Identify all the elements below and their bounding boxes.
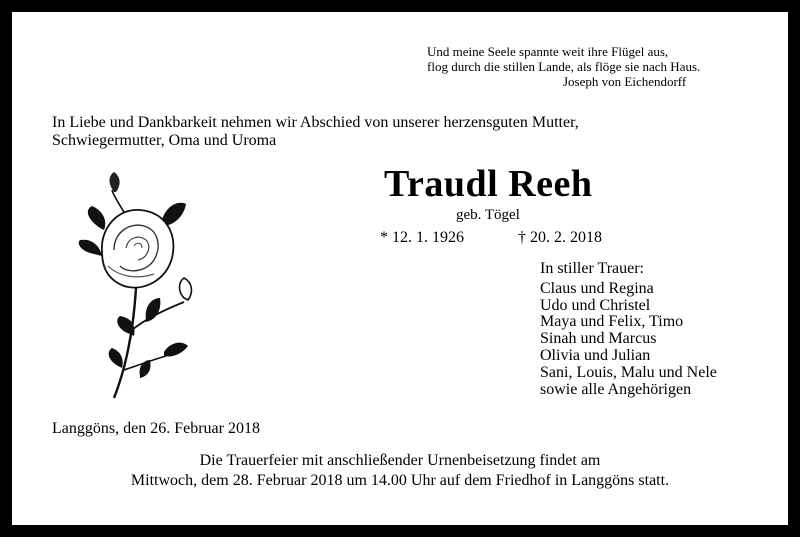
ceremony-line-1: Die Trauerfeier mit anschließender Urnenbeisetzung findet am <box>199 452 601 469</box>
list-item: Sani, Louis, Malu und Nele <box>540 363 717 381</box>
ceremony-info <box>12 451 788 491</box>
deceased-name: Traudl Reeh <box>384 163 593 205</box>
poem-quote <box>427 44 757 89</box>
poem-author: Joseph von Eichendorff <box>563 74 687 89</box>
list-item: Maya und Felix, Timo <box>540 313 684 331</box>
poem-line-1: Und meine Seele spannte weit ihre Flügel aus, <box>427 44 669 59</box>
list-item: sowie alle Angehörigen <box>540 380 692 398</box>
list-item: Claus und Regina <box>540 279 654 297</box>
list-item: Sinah und Marcus <box>540 330 657 348</box>
birth-date: * 12. 1. 1926 <box>380 229 464 246</box>
intro-line-2: Schwiegermutter, Oma und Uroma <box>52 132 277 149</box>
intro-text <box>52 114 752 150</box>
list-item: Olivia und Julian <box>540 346 651 364</box>
death-date: † 20. 2. 2018 <box>518 229 602 246</box>
list-item: Udo und Christel <box>540 296 651 314</box>
mourners-list <box>540 261 717 398</box>
birth-name: geb. Tögel <box>456 207 520 223</box>
intro-line-1: In Liebe und Dankbarkeit nehmen wir Abschied von unserer herzensguten Mutter, <box>52 114 579 131</box>
mourners-heading: In stiller Trauer: <box>540 260 644 277</box>
place-date: Langgöns, den 26. Februar 2018 <box>52 420 260 437</box>
rose-icon <box>74 170 204 400</box>
obituary-notice <box>12 12 788 525</box>
poem-line-2: flog durch die stillen Lande, als flöge sie nach Haus. <box>427 59 701 74</box>
ceremony-line-2: Mittwoch, dem 28. Februar 2018 um 14.00 Uhr auf dem Friedhof in Langgöns statt. <box>130 472 670 489</box>
